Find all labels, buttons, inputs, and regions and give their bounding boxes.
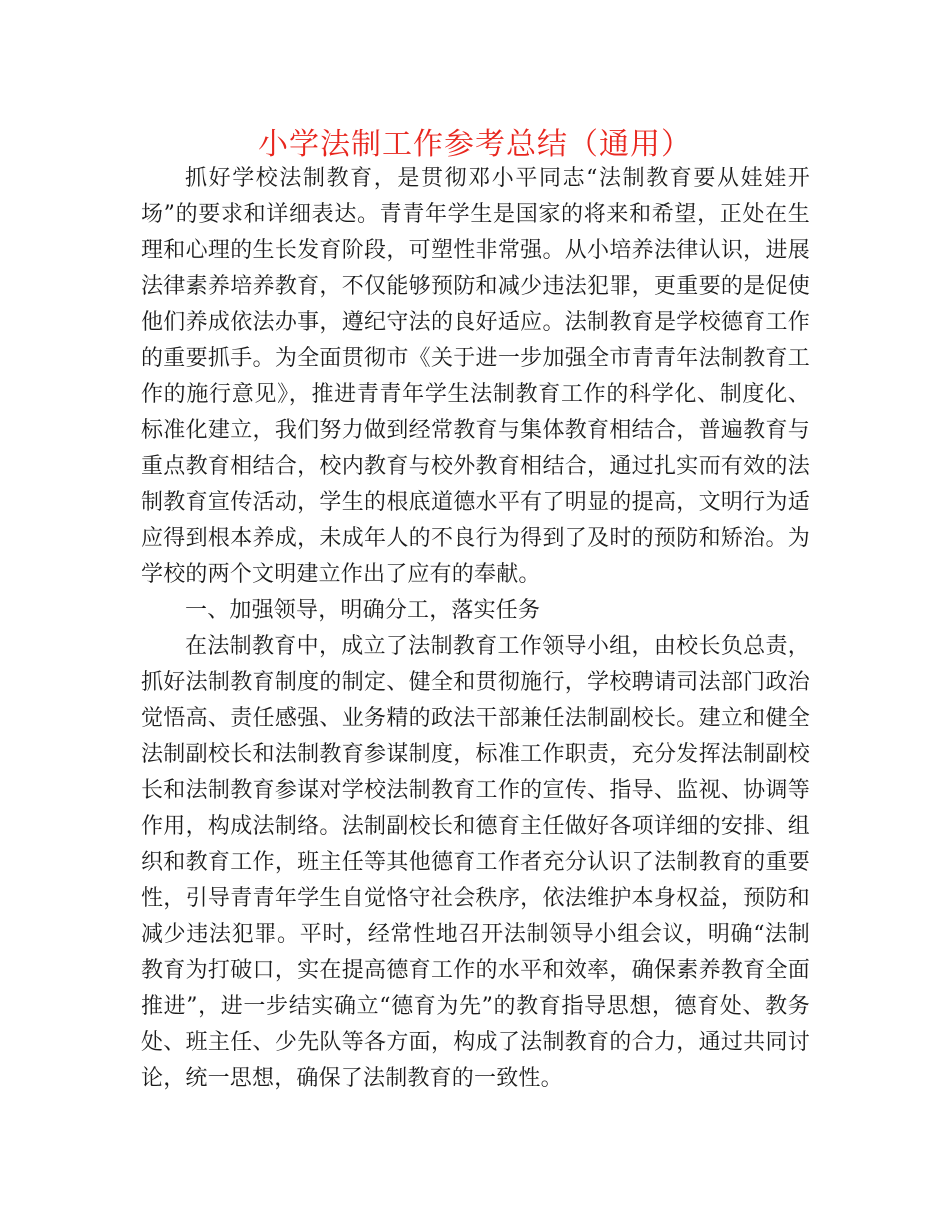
document-title: 小学法制工作参考总结（通用）	[258, 127, 692, 162]
paragraph-section-1: 在法制教育中，成立了法制教育工作领导小组，由校长负总责，抓好法制教育制度的制定、健全和贯彻施行，学校聘请司法部门政治觉悟高、责任感强、业务精的政法干部兼任法制副校长。建立和健全法制副校长和法制教育参谋制度，标准工作职责，充分发挥法制副校长和法制教育参谋对学校法制教育工作的宣传、指导、监视、协调等作用，构成法制络。法制副校长和德育主任做好各项详细的安排、组织和教育工作，班主任等其他德育工作者充分认识了法制教育的重要性，引导青青年学生自觉恪守社会秩序，依法维护本身权益，预防和减少违法犯罪。平时，经常性地召开法制领导小组会议，明确“法制教育为打破口，实在提高德育工作的水平和效率，确保素养教育全面推进”，进一步结实确立“德育为先”的教育指导思想，德育处、教务处、班主任、少先队等各方面，构成了法制教育的合力，通过共同讨论，统一思想，确保了法制教育的一致性。	[141, 634, 810, 1091]
document-body	[141, 161, 810, 1097]
paragraph-intro: 抓好学校法制教育，是贯彻邓小平同志“法制教育要从娃娃开场”的要求和详细表达。青青年学生是国家的将来和希望，正处在生理和心理的生长发育阶段，可塑性非常强。从小培养法律认识，进展法律素养培养教育，不仅能够预防和减少违法犯罪，更重要的是促使他们养成依法办事，遵纪守法的良好适应。法制教育是学校德育工作的重要抓手。为全面贯彻市《关于进一步加强全市青青年法制教育工作的施行意见》，推进青青年学生法制教育工作的科学化、制度化、标准化建立，我们努力做到经常教育与集体教育相结合，普遍教育与重点教育相结合，校内教育与校外教育相结合，通过扎实而有效的法制教育宣传活动，学生的根底道德水平有了明显的提高，文明行为适应得到根本养成，未成年人的不良行为得到了及时的预防和矫治。为学校的两个文明建立作出了应有的奉献。	[141, 166, 810, 587]
section-heading-1: 一、加强领导，明确分工，落实任务	[185, 598, 541, 623]
